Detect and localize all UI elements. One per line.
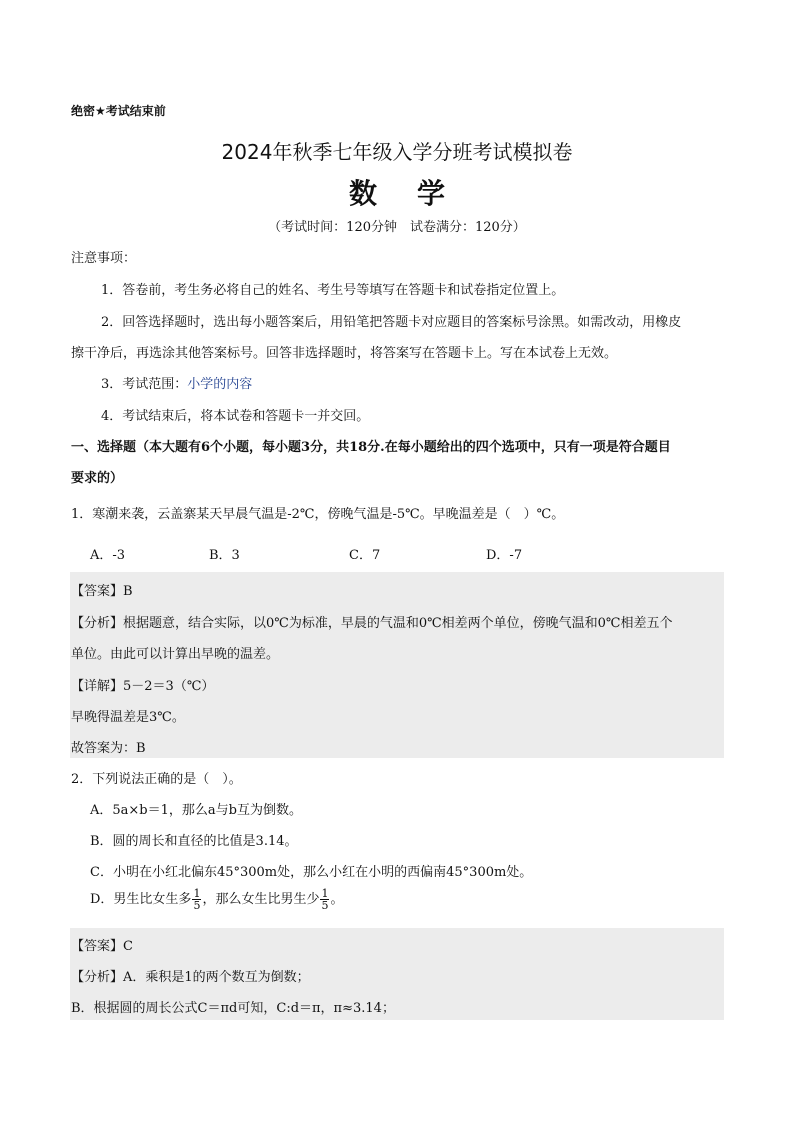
q1-option-a: A．-3 — [90, 548, 126, 563]
fraction-one-fifth — [192, 888, 201, 911]
fraction-numerator-2: 1 — [321, 887, 329, 900]
subject-title: 数学 — [348, 177, 485, 210]
q2-option-c: C．小明在小红北偏东45°300m处，那么小红在小明的西偏南45°300m处。 — [90, 865, 533, 880]
notice-item-4: 4．考试结束后，将本试卷和答题卡一并交回。 — [101, 409, 370, 424]
q1-option-d: D．-7 — [486, 548, 523, 563]
q2-option-d — [90, 888, 343, 911]
q2-option-a: A．5a×b＝1，那么a与b互为倒数。 — [90, 803, 302, 818]
q1-detail: 【详解】5－2＝3（℃） — [71, 679, 215, 694]
section1-heading-line1: 一、选择题（本大题有6个小题，每小题3分，共18分.在每小题给出的四个选项中，只有一项是符合题目 — [71, 440, 671, 455]
fraction-one-fifth-2 — [320, 888, 329, 911]
fraction-numerator: 1 — [193, 887, 201, 900]
q1-option-c: C．7 — [349, 548, 381, 563]
notice-item-3 — [101, 373, 252, 392]
q1-stem: 1．寒潮来袭，云盖寨某天早晨气温是-2℃，傍晚气温是-5℃。早晚温差是（ ）℃。 — [71, 507, 565, 522]
q1-option-b: B．3 — [209, 548, 240, 563]
q2-option-d-part3: 。 — [330, 892, 344, 907]
secret-label: 绝密★考试结束前 — [71, 104, 166, 118]
q1-analysis-line2: 单位。由此可以计算出早晚的温差。 — [71, 647, 280, 662]
time-info: （考试时间：120分钟 试卷满分：120分） — [268, 220, 526, 235]
q1-analysis-line1: 【分析】根据题意，结合实际，以0℃为标准，早晨的气温和0℃相差两个单位，傍晚气温和0℃相差五个 — [71, 616, 673, 631]
section1-heading-line2: 要求的） — [71, 471, 124, 486]
q2-option-b: B．圆的周长和直径的比值是3.14。 — [90, 834, 298, 849]
q1-detail-line2: 早晚得温差是3℃。 — [71, 710, 185, 725]
fraction-denominator-2: 5 — [321, 899, 329, 912]
q1-conclusion: 故答案为：B — [71, 741, 146, 756]
q1-answer: 【答案】B — [71, 584, 133, 599]
notice-item-1: 1．答卷前，考生务必将自己的姓名、考生号等填写在答题卡和试卷指定位置上。 — [101, 283, 565, 298]
q2-option-d-part2: ，那么女生比男生少 — [202, 892, 320, 907]
q2-analysis-line2: B．根据圆的周长公式C＝πd可知，C:d＝π，π≈3.14； — [71, 1001, 395, 1016]
notice-item-2-line2: 擦干净后，再选涂其他答案标号。回答非选择题时，将答案写在答题卡上。写在本试卷上无效。 — [71, 346, 618, 361]
exam-title: 2024年秋季七年级入学分班考试模拟卷 — [221, 140, 573, 164]
q2-option-d-part1: D．男生比女生多 — [90, 892, 192, 907]
notice-heading: 注意事项： — [71, 251, 137, 266]
q2-stem: 2．下列说法正确的是（ ）。 — [71, 772, 242, 787]
q1-answer-block — [70, 572, 724, 758]
exam-scope: 小学的内容 — [187, 377, 253, 392]
q2-analysis-line1: 【分析】A．乘积是1的两个数互为倒数； — [71, 970, 310, 985]
q2-answer: 【答案】C — [71, 939, 133, 954]
notice-item-2-line1: 2．回答选择题时，选出每小题答案后，用铅笔把答题卡对应题目的答案标号涂黑。如需改动，用橡皮 — [101, 315, 682, 330]
fraction-denominator: 5 — [193, 899, 201, 912]
notice-item-3-prefix: 3．考试范围： — [101, 377, 188, 392]
